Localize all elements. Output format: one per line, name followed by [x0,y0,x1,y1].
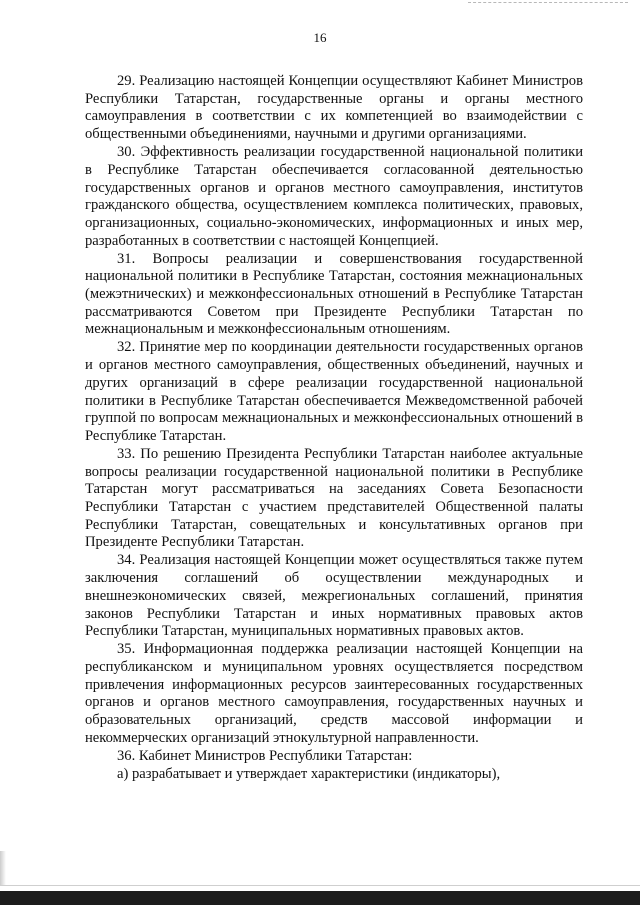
scan-artifact [468,2,628,6]
paragraph-36-a: а) разрабатывает и утверждает характеристики (индикаторы), [117,765,501,782]
paragraph-29: 29. Реализацию настоящей Концепции осуществляют Кабинет Министров Республики Татарстан, государственные органы и органы местного самоуправления в соответствии с их компетенцией во взаимодействии с общественными объединениями, научными и другими организациями. [85,73,583,143]
paragraph-35: 35. Информационная поддержка реализации настоящей Концепции на республиканском и муниципальном уровнях осуществляется посредством привлечения информационных ресурсов заинтересованных государственных органов и органов местного самоуправления, государственных научных и образовательных организаций, средств массовой информации и некоммерческих организаций этнокультурной направленности. [85,641,583,746]
paragraph-36: 36. Кабинет Министров Республики Татарстан: [117,747,413,764]
paragraph-30: 30. Эффективность реализации государственной национальной политики в Республике Татарстан обеспечивается согласованной деятельностью государственных органов и органов местного самоуправления, институтов гражданского общества, осуществлением комплекса политических, правовых, организационных, социально-экономических, информационных и иных мер, разработанных в соответствии с настоящей Концепцией. [85,144,583,249]
paragraph-34: 34. Реализация настоящей Концепции может осуществляться также путем заключения соглашений об осуществлении международных и внешнеэкономических связей, межрегиональных соглашений, принятия законов Республики Татарстан и иных нормативных правовых актов Республики Татарстан, муниципальных нормативных правовых актов. [85,552,583,640]
paragraph-33: 33. По решению Президента Республики Татарстан наиболее актуальные вопросы реализации государственной национальной политики в Республике Татарстан могут рассматриваться на заседаниях Совета Безопасности Республики Татарстан с участием представителей Общественной палаты Республики Татарстан, совещательных и консультативных органов при Президенте Республики Татарстан. [85,445,583,551]
document-body [85,73,583,784]
paragraph-32: 32. Принятие мер по координации деятельности государственных органов и органов местного самоуправления, общественных объединений, научных и других организаций в сфере реализации государственной национальной политики в Республике Татарстан обеспечивается Межведомственной рабочей группой по вопросам межнациональных и межконфессиональных отношений в Республике Татарстан. [85,339,583,444]
page-number: 16 [313,30,327,45]
scan-bottom-border [0,891,640,905]
paragraph-31: 31. Вопросы реализации и совершенствования государственной национальной политики в Республике Татарстан, состояния межнациональных (межэтнических) и межконфессиональных отношений в Республике Татарстан рассматриваются Советом при Президенте Республики Татарстан по межнациональным и межконфессиональным отношениям. [85,250,583,338]
